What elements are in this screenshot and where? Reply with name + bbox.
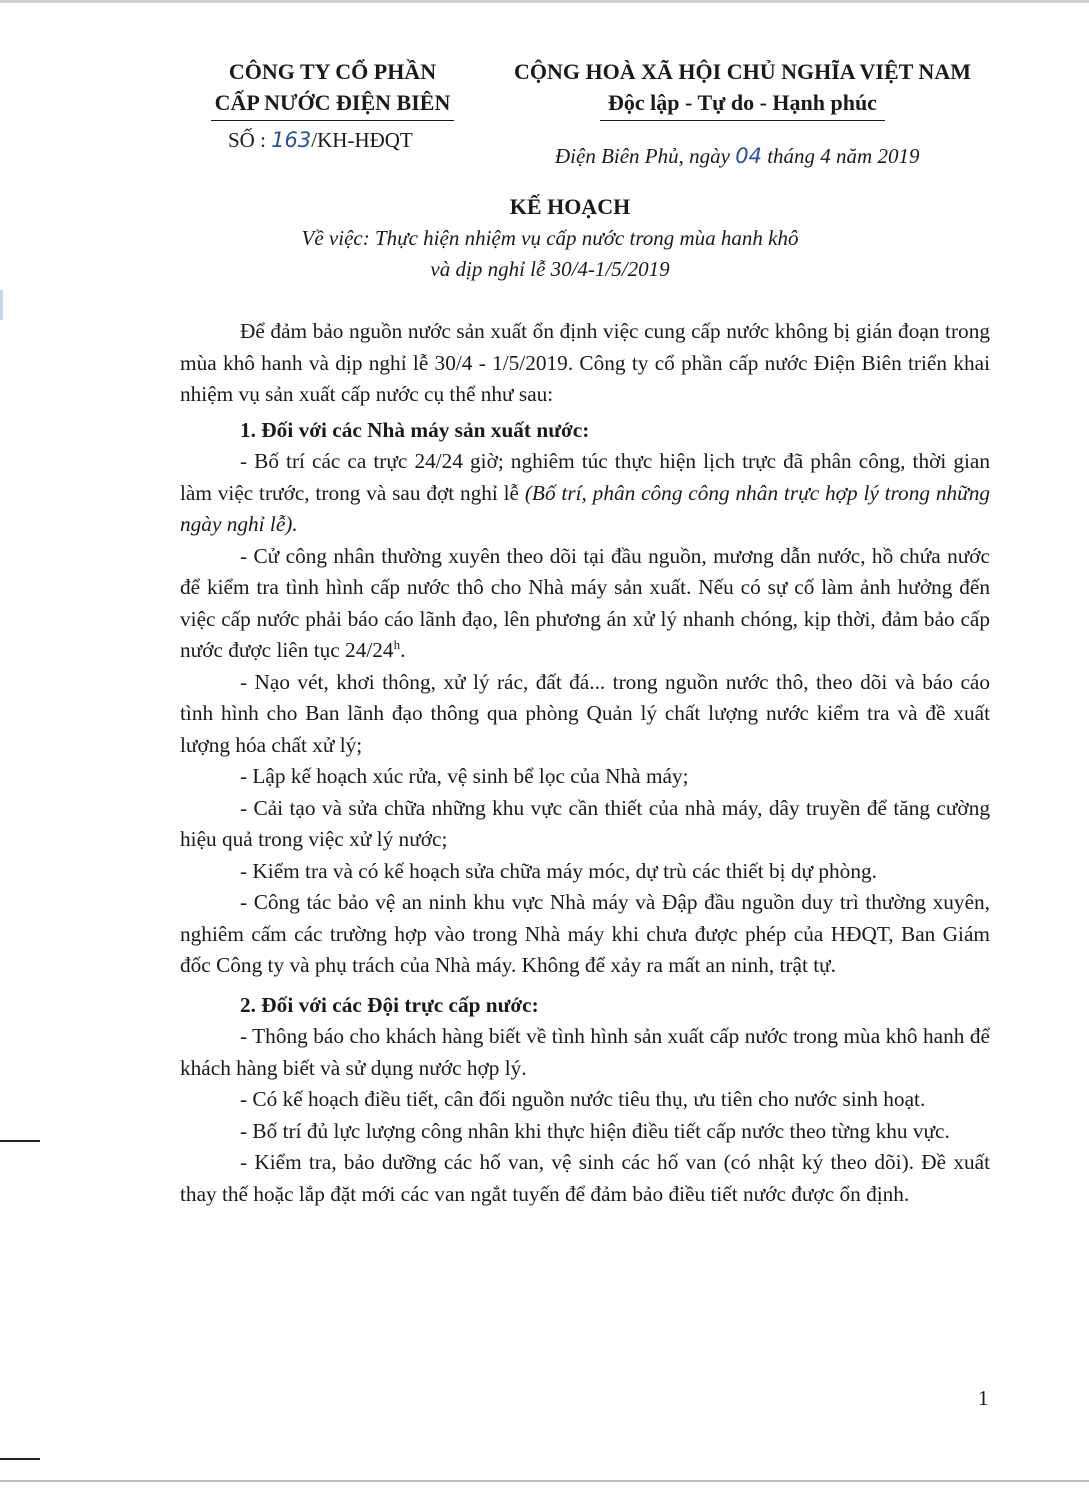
item-superscript: h [393,636,401,652]
section-1-item: - Kiểm tra và có kế hoạch sửa chữa máy móc, dự trù các thiết bị dự phòng. [240,858,877,883]
scan-edge-top [0,0,1089,3]
intro-paragraph: Để đảm bảo nguồn nước sản xuất ổn định việc cung cấp nước không bị gián đoạn trong mùa khô hanh và dịp nghỉ lễ 30/4 - 1/5/2019. Công ty cổ phần cấp nước Điện Biên triển khai nhiệm vụ sản xuất cấp nước cụ thể như sau: [180,319,990,406]
item-text: - Bố trí các ca trực 24/24 giờ; nghiêm túc thực hiện lịch trực đã phân công, thời gian làm việc trước, trong và sau đợt nghỉ lễ [180,449,990,505]
date-prefix: Điện Biên Phủ, ngày [555,144,730,168]
document-number [228,128,413,153]
item-text: - Cử công nhân thường xuyên theo dõi tại đầu nguồn, mương dẫn nước, hồ chứa nước để kiểm tra tình hình cấp nước thô cho Nhà máy sản xuất. Nếu có sự cố làm ảnh hưởng đến việc cấp nước phải báo cáo lãnh đạo, lên phương án xử lý nhanh chóng, kịp thời, đảm bảo cấp nước được liên tục 24/24 [180,543,990,662]
scan-mark [0,1140,40,1142]
section-1-item: - Lập kế hoạch xúc rửa, vệ sinh bể lọc của Nhà máy; [240,764,689,788]
item-italic-note: (Bố trí, phân công công nhân trực hợp lý trong những ngày nghỉ lễ). [180,480,991,536]
national-motto: Độc lập - Tự do - Hạnh phúc [600,87,885,121]
company-name-line1: CÔNG TY CỔ PHẦN [228,59,437,84]
section-1-heading: 1. Đối với các Nhà máy sản xuất nước: [240,417,590,442]
date-line [555,144,919,169]
scan-edge-bottom [0,1480,1089,1482]
doc-no-suffix: /KH-HĐQT [311,128,413,152]
section-2-item: - Thông báo cho khách hàng biết về tình hình sản xuất cấp nước trong mùa khô hanh để khách hàng biết và sử dụng nước hợp lý. [180,1024,990,1080]
section-1-item: - Công tác bảo vệ an ninh khu vực Nhà máy và Đập đầu nguồn duy trì thường xuyên, nghiêm cấm các trường hợp vào trong Nhà máy khi chưa được phép của HĐQT, Ban Giám đốc Công ty và phụ trách của Nhà máy. Không để xảy ra mất an ninh, trật tự. [180,890,990,977]
national-header [495,56,990,121]
section-1-item: - Cải tạo và sửa chữa những khu vực cần thiết của nhà máy, dây truyền để tăng cường hiệu quả trong việc xử lý nước; [180,795,990,851]
company-name-line2: CẤP NƯỚC ĐIỆN BIÊN [211,87,455,121]
document-subtitle-line1: Về việc: Thực hiện nhiệm vụ cấp nước trong mùa hanh khô [301,226,799,250]
section-1-item: - Nạo vét, khơi thông, xử lý rác, đất đá... trong nguồn nước thô, theo dõi và báo cáo tình hình cho Ban lãnh đạo thông qua phòng Quản lý chất lượng nước kiểm tra và đề xuất lượng hóa chất xử lý; [180,669,990,757]
item-end: . [400,638,406,662]
date-day-handwritten: 04 [735,144,762,168]
date-suffix: tháng 4 năm 2019 [767,144,920,168]
page-number: 1 [978,1386,989,1410]
section-2-item: - Kiểm tra, bảo dưỡng các hố van, vệ sinh các hố van (có nhật ký theo dõi). Đề xuất thay thế hoặc lắp đặt mới các van ngắt tuyến để đảm bảo điều tiết nước được ổn định. [180,1150,990,1206]
section-2-item: - Có kế hoạch điều tiết, cân đối nguồn nước tiêu thụ, ưu tiên cho nước sinh hoạt. [240,1087,926,1111]
section-1-item [180,446,990,541]
document-body [180,316,990,1210]
doc-no-handwritten: 163 [271,128,312,152]
nation-title: CỘNG HOÀ XÃ HỘI CHỦ NGHĨA VIỆT NAM [514,59,971,84]
doc-no-prefix: SỐ : [228,128,266,152]
section-1-item [180,541,990,667]
section-2-heading: 2. Đối với các Đội trực cấp nước: [240,992,539,1017]
scan-edge-left [0,290,3,320]
company-header [190,56,475,121]
document-title: KẾ HOẠCH [509,194,631,219]
document-subtitle-line2: và dịp nghỉ lễ 30/4-1/5/2019 [430,257,670,281]
section-2-item: - Bố trí đủ lực lượng công nhân khi thực hiện điều tiết cấp nước theo từng khu vực. [240,1118,950,1143]
scan-mark [0,1458,40,1460]
